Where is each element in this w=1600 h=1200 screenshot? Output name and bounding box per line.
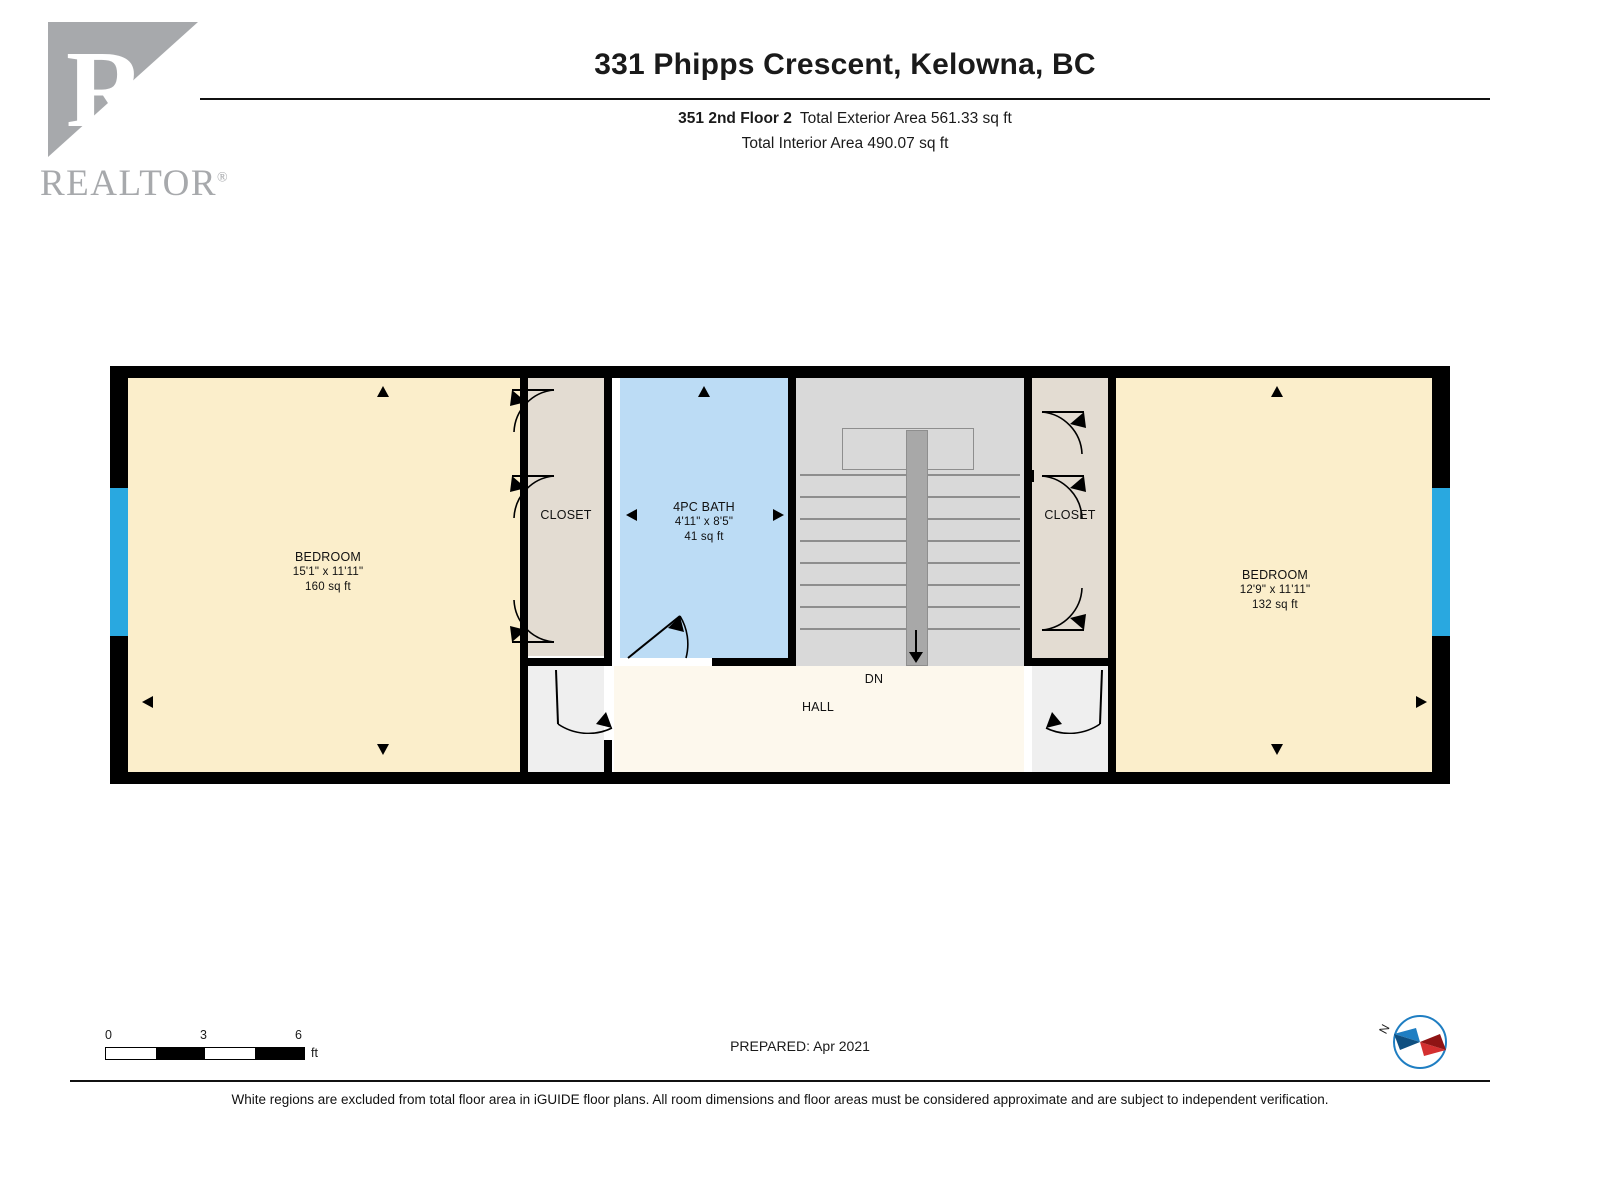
realtor-logo-mark xyxy=(48,22,198,157)
door-closet-left-upper xyxy=(508,388,564,444)
wall-bath-bottom xyxy=(712,658,796,666)
door-bath xyxy=(624,600,690,662)
realtor-logo-wordmark xyxy=(40,162,229,205)
room-hall xyxy=(612,666,1024,772)
door-closet-left-lower xyxy=(508,590,564,646)
total-exterior-area: Total Exterior Area 561.33 sq ft xyxy=(799,110,1012,127)
scale-unit-label: ft xyxy=(311,1046,318,1060)
realtor-logo xyxy=(40,22,230,212)
label-bedroom-right-dim: 12'9" x 11'11" xyxy=(1239,584,1311,596)
scale-tick-1: 3 xyxy=(200,1028,207,1042)
door-closet-right-lower xyxy=(1032,578,1088,634)
realtor-logo-wordmark-text: REALTOR xyxy=(40,163,218,204)
wall-closet-right-bottom xyxy=(1024,658,1116,666)
stair-direction-arrow-icon xyxy=(909,652,923,663)
label-closet-right xyxy=(1024,508,1116,523)
label-bedroom-right-name: BEDROOM xyxy=(1242,568,1308,582)
label-bath-area: 41 sq ft xyxy=(684,531,724,543)
title-divider xyxy=(200,98,1490,100)
stairwell xyxy=(796,378,1024,666)
scale-tick-2: 6 xyxy=(295,1028,302,1042)
label-stairs-direction xyxy=(828,672,920,687)
disclaimer-text: White regions are excluded from total floor area in iGUIDE floor plans. All room dimensions and floor areas must be considered approximate and are subject to independent verification. xyxy=(231,1092,1329,1107)
dim-arrow-right-bedroom-bottom-icon xyxy=(1271,744,1283,755)
door-bedroom-right-hall xyxy=(1036,666,1108,734)
wall-bath-right xyxy=(788,378,796,666)
label-stairs-direction-text: DN xyxy=(864,672,884,686)
window-left-bedroom xyxy=(110,488,128,636)
total-interior-area: Total Interior Area 490.07 sq ft xyxy=(741,135,949,152)
label-bedroom-right-area: 132 sq ft xyxy=(1252,599,1298,611)
wall-stub-hall-left xyxy=(604,740,612,772)
stair-handrail xyxy=(906,430,928,666)
label-closet-left xyxy=(520,508,612,523)
label-bath xyxy=(624,500,784,545)
dim-arrow-right-bedroom-top-icon xyxy=(1271,386,1283,397)
label-hall-name: HALL xyxy=(801,700,835,714)
dim-arrow-right-bedroom-right-icon xyxy=(1416,696,1427,708)
dim-arrow-left-bedroom-top-icon xyxy=(377,386,389,397)
label-closet-right-name: CLOSET xyxy=(1044,508,1096,522)
label-bedroom-left-area: 160 sq ft xyxy=(305,581,351,593)
realtor-logo-registered-icon: ® xyxy=(217,170,230,186)
floor-summary-line-2 xyxy=(200,131,1490,156)
page-title: 331 Phipps Crescent, Kelowna, BC xyxy=(594,48,1096,81)
label-hall xyxy=(768,700,868,715)
label-bath-name: 4PC BATH xyxy=(673,500,735,514)
dim-arrow-left-bedroom-left-icon xyxy=(142,696,153,708)
label-bedroom-left xyxy=(228,550,428,595)
wall-closet-right-right xyxy=(1108,378,1116,772)
wall-stub-hall-right xyxy=(1108,740,1116,772)
footer-divider xyxy=(70,1080,1490,1082)
interior-area xyxy=(128,378,1432,772)
label-bath-dim: 4'11" x 8'5" xyxy=(674,516,734,528)
dim-arrow-left-bedroom-bottom-icon xyxy=(377,744,389,755)
label-closet-left-name: CLOSET xyxy=(540,508,592,522)
compass-north-label: N xyxy=(1376,1021,1393,1037)
compass-rose xyxy=(1378,1010,1478,1080)
label-bedroom-right xyxy=(1170,568,1380,613)
wall-closet-left-bottom xyxy=(520,658,612,666)
floor-plan xyxy=(110,366,1450,784)
realtor-logo-letter: R xyxy=(66,28,144,150)
door-bedroom-left-hall xyxy=(552,666,624,734)
floor-summary-line-1 xyxy=(200,106,1490,131)
door-closet-right-upper xyxy=(1032,410,1088,466)
prepared-date: PREPARED: Apr 2021 xyxy=(730,1038,870,1054)
floor-label: 351 2nd Floor 2 xyxy=(678,110,792,127)
stair-steps xyxy=(796,378,1024,666)
window-right-bedroom xyxy=(1432,488,1450,636)
label-bedroom-left-dim: 15'1" x 11'11" xyxy=(292,566,364,578)
scale-tick-0: 0 xyxy=(105,1028,112,1042)
floor-summary xyxy=(200,106,1490,156)
label-bedroom-left-name: BEDROOM xyxy=(295,550,361,564)
dim-arrow-bath-top-icon xyxy=(698,386,710,397)
compass-icon xyxy=(1378,1010,1454,1076)
